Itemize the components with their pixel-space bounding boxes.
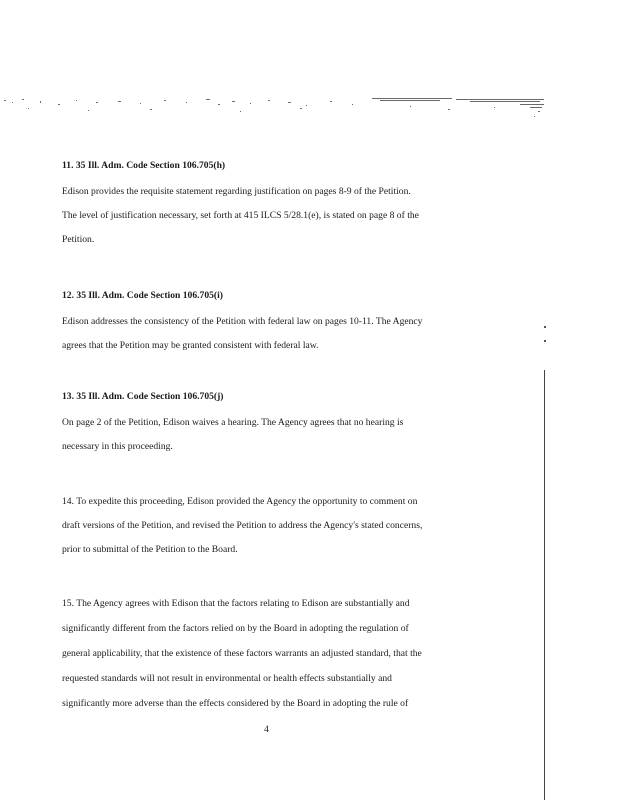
body-line: Edison provides the requisite statement regarding justification on pages 8-9 of the Petition. [62, 186, 411, 197]
margin-mark [544, 326, 546, 328]
margin-mark [544, 340, 546, 342]
body-line: significantly different from the factors relied on by the Board in adopting the regulation of [62, 623, 409, 634]
body-line: On page 2 of the Petition, Edison waives a hearing. The Agency agrees that no hearing is [62, 417, 404, 428]
section-13 [62, 391, 482, 453]
body-line: draft versions of the Petition, and revised the Petition to address the Agency's stated concerns, [62, 520, 423, 531]
section-heading: 13. 35 Ill. Adm. Code Section 106.705(j) [62, 391, 224, 402]
body-line: necessary in this proceeding. [62, 441, 173, 452]
body-line: The level of justification necessary, set forth at 415 ILCS 5/28.1(e), is stated on page 8 of the [62, 210, 419, 221]
margin-rule [544, 370, 545, 800]
body-line: Edison addresses the consistency of the Petition with federal law on pages 10-11. The Agency [62, 316, 423, 327]
page-number: 4 [264, 724, 269, 735]
body-line: agrees that the Petition may be granted consistent with federal law. [62, 340, 319, 351]
body-line: 15. The Agency agrees with Edison that the factors relating to Edison are substantially and [62, 598, 410, 609]
body-line: general applicability, that the existence of these factors warrants an adjusted standard, that the [62, 648, 422, 659]
body-line: Petition. [62, 234, 95, 245]
body-line: requested standards will not result in environmental or health effects substantially and [62, 673, 392, 684]
body-line: prior to submittal of the Petition to the Board. [62, 544, 238, 555]
body-line: 14. To expedite this proceeding, Edison provided the Agency the opportunity to comment on [62, 496, 418, 507]
scan-noise-band [0, 92, 618, 132]
section-heading: 11. 35 Ill. Adm. Code Section 106.705(h) [62, 160, 226, 171]
body-line: significantly more adverse than the effects considered by the Board in adopting the rule of [62, 698, 409, 709]
paragraph-15 [62, 598, 482, 710]
section-11 [62, 160, 482, 246]
section-12 [62, 290, 482, 352]
section-heading: 12. 35 Ill. Adm. Code Section 106.705(i) [62, 290, 223, 301]
paragraph-14 [62, 496, 482, 556]
